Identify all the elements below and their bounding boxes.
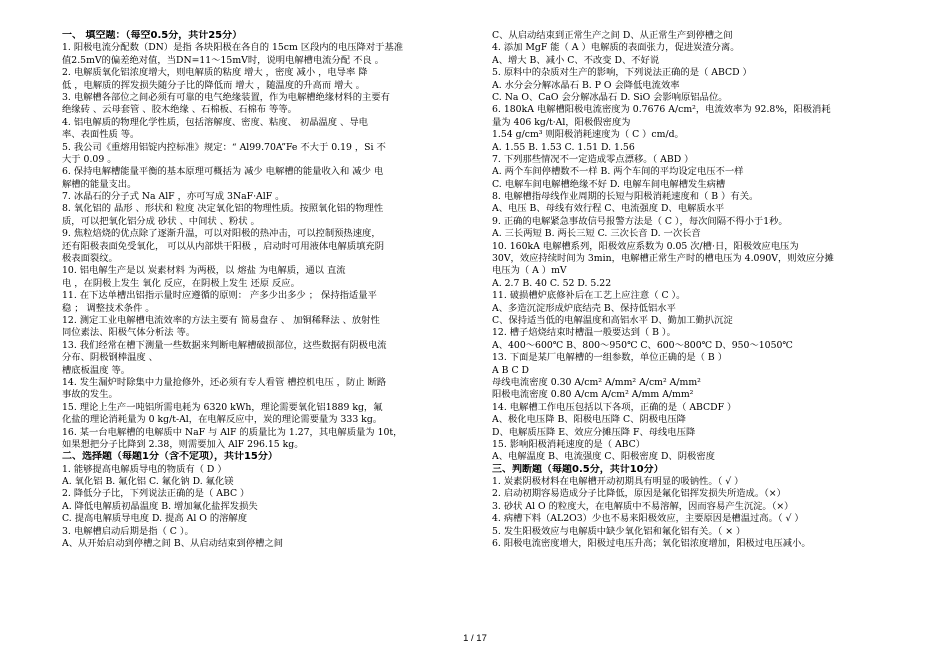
- text-line: 1. 能够提高电解质导电的物质有（ D ）: [62, 463, 227, 475]
- text-line: A. 两个车间停槽数不一样 B. 两个车间的平均设定电压不一样: [492, 166, 744, 178]
- text-line: 2. 降低分子比，下列说法正确的是（ ABC ）: [62, 488, 250, 500]
- section-heading: 三、判断题（每题0.5分，共计10分）: [492, 463, 664, 475]
- text-line: 16. 某一台电解槽的电解质中 NaF 与 AlF 的质量比为 1.27，其电解质量为 10t，: [62, 426, 403, 438]
- text-line: 事故的发生。: [62, 389, 118, 401]
- text-line: 3. 电解槽各部位之间必须有可靠的电气绝缘装置，作为电解槽绝缘材料的主要有: [62, 91, 390, 103]
- text-line: 分布、阴极钢棒温度 、: [62, 352, 158, 364]
- text-line: C. 提高电解质导电度 D. 提高 Al O 的溶解度: [62, 513, 248, 525]
- text-line: 9. 焦粒焙烧的优点除了逐渐升温，可以对阳极的热冲击，可以控制预热速度，: [62, 228, 381, 240]
- text-line: 6. 180kA 电解槽阳极电流密度为 0.7676 A/cm²，电流效率为 92.8%，阳极消耗: [492, 104, 831, 116]
- text-line: 4. 病槽下料（AL2O3）少也不易来阳极效应，主要原因是槽温过高。（ √ ）: [492, 513, 804, 525]
- section-heading: 一、 填空题：（每空0.5分，共计25分）: [62, 30, 243, 41]
- text-line: 率、表面性质 等。: [62, 129, 140, 141]
- text-line: 4. 添加 MgF 能（ A ）电解质的表面张力，促进炭渣分离。: [492, 42, 740, 54]
- text-line: 7. 下列那些情况不一定造成零点漂移。（ ABD ）: [492, 153, 694, 165]
- text-line: 5. 我公司《重熔用铝锭内控标准》规定：“ Al99.70A”Fe 不大于 0.19 ，Si 不: [62, 141, 386, 153]
- text-line: C、从启动结束到正常生产之间 D、从正常生产到停槽之间: [492, 30, 733, 41]
- text-line: 绝缘砖 、云母套管 、胶木绝缘 、石棉板、石棉布 等等。: [62, 104, 297, 116]
- text-line: 14. 发生漏炉时除集中力量抢修外，还必须有专人看管 槽控机电压 ，防止 断路: [62, 376, 387, 388]
- text-line: A、极化电压降 B、阳极电压降 C、阴极电压降: [492, 414, 686, 426]
- section-heading: 二、选择题（每题1分（含不定项），共计15分）: [62, 451, 278, 463]
- text-line: 稳 ； 调整技术条件 。: [62, 302, 155, 314]
- text-line: A. 降低电解质初晶温度 B. 增加氟化盐挥发损失: [62, 500, 258, 512]
- text-line: 母线电流密度 0.30 A/cm² A/mm² A/cm² A/mm²: [492, 376, 701, 388]
- text-line: A. 三长两短 B. 两长三短 C. 三次长音 D. 一次长音: [492, 228, 701, 240]
- text-line: 8. 氧化铝的 晶形 、形状和 粒度 决定氧化铝的物理性质。按照氧化铝的物理性: [62, 203, 384, 215]
- text-line: C. Na O、CaO 会分解冰晶石 D. SiO 会影响原铝品位。: [492, 91, 728, 103]
- text-line: 质，可以把氧化铝分成 砂状 、中间状 、粉状 。: [62, 215, 260, 227]
- text-line: A、400～600℃ B、800～950℃ C、600～800℃ D、950～1050℃: [492, 339, 793, 351]
- text-line: 1. 阳极电流分配数（DN）是指 各块阳极在各自的 15cm 区段内的电压降对于基准: [62, 42, 404, 54]
- text-line: 电 ，在阴极上发生 氧化 反应，在阴极上发生 还原 反应。: [62, 277, 300, 289]
- text-line: A、电解温度 B、电流强度 C、阳极密度 D、阴极密度: [492, 451, 715, 463]
- text-line: A. 2.7 B. 40 C. 52 D. 5.22: [492, 277, 612, 289]
- text-line: 13. 我们经常在槽下测量一些数据来判断电解槽破损部位，这些数据有阴极电流: [62, 339, 387, 351]
- text-line: 如果想把分子比降到 2.38，则需要加入 AlF 296.15 kg。: [62, 438, 304, 450]
- text-line: 3. 电解槽启动后期是指（ C ）。: [62, 525, 194, 537]
- text-line: 5. 原料中的杂质对生产的影响，下列说法正确的是（ ABCD ）: [492, 67, 752, 79]
- text-line: 大于 0.09 。: [62, 153, 117, 165]
- text-line: 11. 在下达单槽出铝指示量时应遵循的原则： 产多少出多少 ； 保持指适量平: [62, 290, 377, 302]
- text-line: 13. 下面是某厂电解槽的一组参数，单位正确的是（ B ）: [492, 352, 728, 364]
- text-line: 还有阳极表面免受氧化， 可以从内部烘干阳极 ，启动时可用液体电解质填充阴: [62, 240, 385, 252]
- text-line: D、电解质压降 E、效应分摊压降 F、母线电压降: [492, 426, 696, 438]
- text-line: A. 1.55 B. 1.53 C. 1.51 D. 1.56: [492, 141, 635, 153]
- left-column: [62, 30, 474, 550]
- text-line: A、电压 B、母线有效行程 C、电流强度 D、电解质水平: [492, 203, 725, 215]
- text-line: 化盐的理论消耗量为 0 kg/t-Al，在电解反应中，炭的理论需要量为 333 kg。: [62, 414, 383, 426]
- text-line: 6. 阳极电流密度增大，阳极过电压升高；氧化铝浓度增加，阳极过电压减小。: [492, 538, 811, 550]
- text-line: 4. 铝电解质的物理化学性质，包括溶解度、密度、粘度、 初晶温度 、导电: [62, 116, 368, 128]
- text-line: 5. 发生阳极效应与电解质中缺少氧化铝和氟化铝有关。（ × ）: [492, 525, 746, 537]
- page-indicator: 1 / 17: [463, 633, 487, 644]
- text-line: 2. 启动初期容易造成分子比降低，原因是氟化铝挥发损失所造成。（×）: [492, 488, 786, 500]
- text-line: 6. 保持电解槽能量平衡的基本原理可概括为 减少 电解槽的能量收入和 减少 电: [62, 166, 384, 178]
- text-line: 9. 正确的电解紧急事故信号报警方法是（ C ），每次间隔不得小于1秒。: [492, 215, 788, 227]
- text-line: 1. 炭素阴极材料在电解槽开动初期具有明显的吸钠性。（ √ ）: [492, 476, 744, 488]
- text-line: 同位素法、阳极气体分析法 等。: [62, 327, 196, 339]
- text-line: 解槽的能量支出。: [62, 178, 137, 190]
- text-line: 8. 电解槽指母线作业周期的长短与阳极消耗速度和（ B ）有关。: [492, 191, 759, 203]
- text-line: A. 水分会分解冰晶石 B. P O 会降低电流效率: [492, 79, 680, 91]
- text-line: 12. 测定工业电解槽电流效率的方法主要有 简易盘存 、 加铜稀释法 、放射性: [62, 314, 380, 326]
- text-line: 2. 电解质氧化铝浓度增大，则电解质的粘度 增大 ，密度 减小 ，电导率 降: [62, 67, 368, 79]
- text-line: 值2.5mV的偏差绝对值，当DN=11～15mV时，说明电解槽电流分配 不良 。: [62, 54, 384, 66]
- text-line: 阳极电流密度 0.80 A/cm A/cm² A/mm A/mm²: [492, 389, 694, 401]
- text-line: A、多造沉淀形成炉底结壳 B、保持低铝水平: [492, 302, 676, 314]
- text-line: 15. 理论上生产一吨铝所需电耗为 6320 kWh，理论需要氧化铝1889 kg，氟: [62, 401, 383, 413]
- text-line: A. 氧化铝 B. 氟化铝 C. 氟化钠 D. 氟化镁: [62, 476, 234, 488]
- text-line: C. 电解车间电解槽绝缘不好 D. 电解车间电解槽发生病槽: [492, 178, 726, 190]
- right-column: [492, 30, 884, 550]
- text-line: 量为 406 kg/t·Al，阳极假密度为: [492, 116, 631, 128]
- text-line: A B C D: [492, 364, 529, 376]
- text-line: A、从开始启动到停槽之间 B、从启动结束到停槽之间: [62, 538, 284, 550]
- text-line: 12. 槽子焙烧结束时槽温一般要达到（ B ）。: [492, 327, 676, 339]
- text-line: C、保持适当低的电解温度和高铝水平 D、勤加工勤扒沉淀: [492, 314, 733, 326]
- text-line: 10. 铝电解生产是以 炭素材料 为两极，以 熔盐 为电解质，通以 直流: [62, 265, 346, 277]
- text-line: 3. 砂状 Al O 的粒度大，在电解质中不易溶解，因而容易产生沉淀。（×）: [492, 500, 794, 512]
- text-line: 30V，效应持续时间为 3min，电解槽正常生产时的槽电压为 4.090V，则效应分摊: [492, 253, 834, 265]
- text-line: 10. 160kA 电解槽系列，阳极效应系数为 0.05 次/槽·日，阳极效应电压为: [492, 240, 799, 252]
- text-line: 15. 影响阳极消耗速度的是（ ABC）: [492, 438, 646, 450]
- text-line: A、增大 B、减小 C、不改变 D、不好说: [492, 54, 660, 66]
- text-line: 11. 破损槽炉底修补后在工艺上应注意（ C ）。: [492, 290, 686, 302]
- text-line: 14. 电解槽工作电压包括以下各项，正确的是（ ABCDF ）: [492, 401, 737, 413]
- text-line: 槽底板温度 等。: [62, 364, 131, 376]
- text-line: 低 ，电解质的挥发损失随分子比的降低而 增大 ，随温度的升高而 增大 。: [62, 79, 365, 91]
- text-line: 电压为（ A ）mV: [492, 265, 567, 277]
- text-line: 1.54 g/cm³ 则阳极消耗速度为（ C ）cm/d。: [492, 129, 684, 141]
- text-line: 7. 冰晶石的分子式 Na AlF ，亦可写成 3NaF·AlF 。: [62, 191, 285, 203]
- text-line: 极表面裂纹。: [62, 253, 118, 265]
